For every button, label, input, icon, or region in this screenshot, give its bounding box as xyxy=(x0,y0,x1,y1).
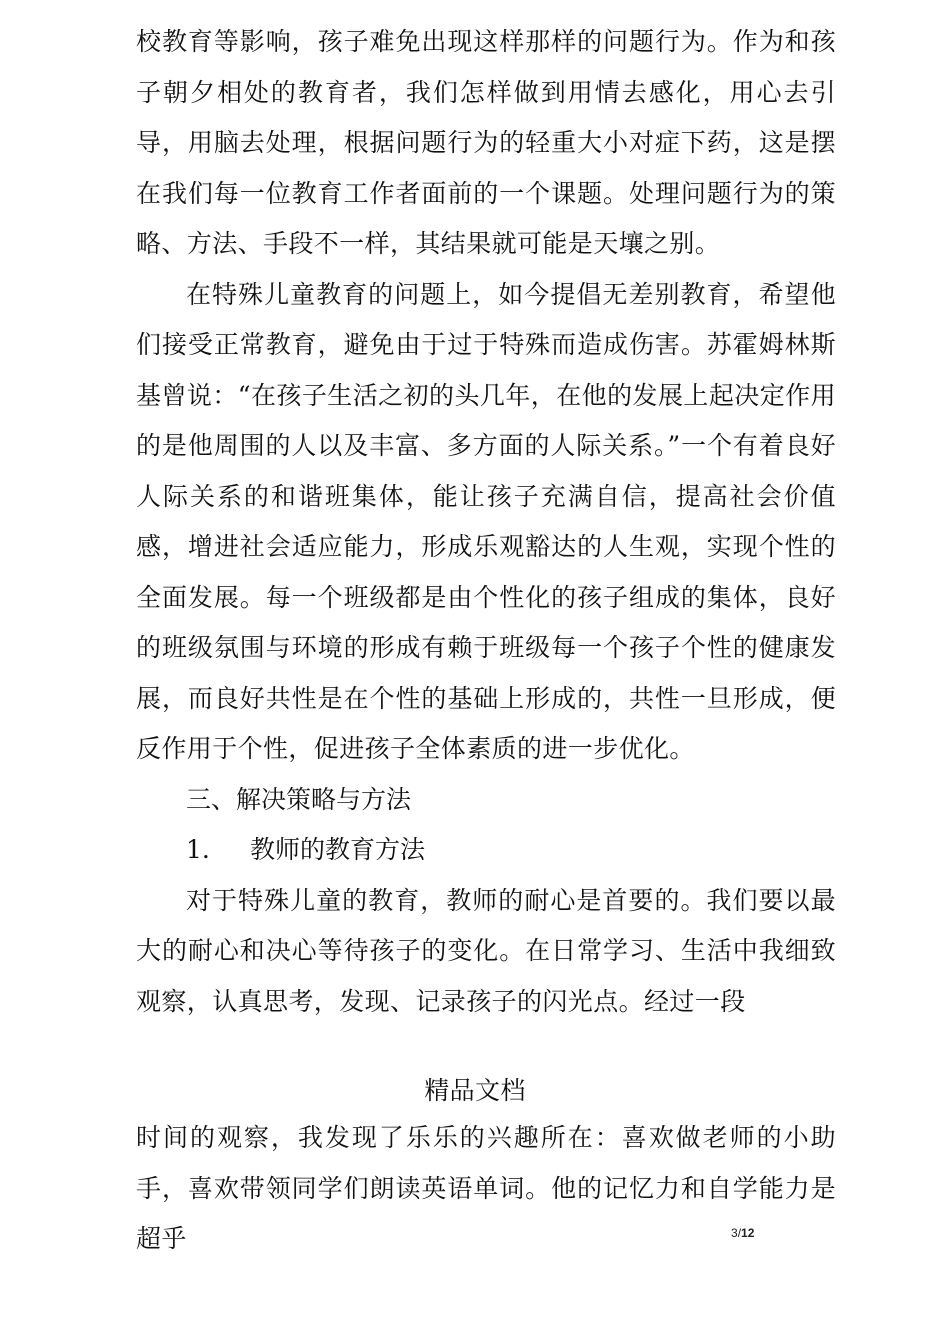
page-number-separator: / xyxy=(737,1226,742,1240)
page-number-current: 3 xyxy=(731,1226,738,1240)
subsection-title: 教师的教育方法 xyxy=(250,835,426,864)
page-number-total: 12 xyxy=(741,1226,755,1240)
page-break-title: 精品文档 xyxy=(424,1076,526,1105)
paragraph-special-education: 在特殊儿童教育的问题上，如今提倡无差别教育，希望他们接受正常教育，避免由于过于特殊而造成伤害。苏霍姆林斯基曾说：“在孩子生活之初的头几年，在他的发展上起决定作用的是他周围的人以及丰富、多方面的人际关系。”一个有着良好人际关系的和谐班集体，能让孩子充满自信，提高社会价值感，增进社会适应能力，形成乐观豁达的人生观，实现个性的全面发展。每一个班级都是由个性化的孩子组成的集体，良好的班级氛围与环境的形成有赖于班级每一个孩子个性的健康发展，而良好共性是在个性的基础上形成的，共性一旦形成，便反作用于个性，促进孩子全体素质的进一步优化。 xyxy=(136,279,836,763)
body-text-lower xyxy=(136,1113,836,1265)
section-heading: 三、解决策略与方法 xyxy=(186,784,412,814)
paragraph-continued: 校教育等影响，孩子难免出现这样那样的问题行为。作为和孩子朝夕相处的教育者，我们怎样做到用情去感化，用心去引导，用脑去处理，根据问题行为的轻重大小对症下药，这是摆在我们每一位教育工作者面前的一个课题。处理问题行为的策略、方法、手段不一样，其结果就可能是天壤之别。 xyxy=(136,27,836,258)
subsection-number: 1. xyxy=(186,835,210,864)
paragraph-observation: 时间的观察，我发现了乐乐的兴趣所在：喜欢做老师的小助手，喜欢带领同学们朗读英语单词。他的记忆力和自学能力是超乎 xyxy=(136,1123,836,1253)
body-text-upper xyxy=(136,17,836,1027)
subsection-heading xyxy=(136,825,836,876)
page-number xyxy=(731,1225,754,1241)
paragraph-teacher-patience: 对于特殊儿童的教育，教师的耐心是首要的。我们要以最大的耐心和决心等待孩子的变化。在日常学习、生活中我细致观察，认真思考，发现、记录孩子的闪光点。经过一段 xyxy=(136,885,836,1016)
